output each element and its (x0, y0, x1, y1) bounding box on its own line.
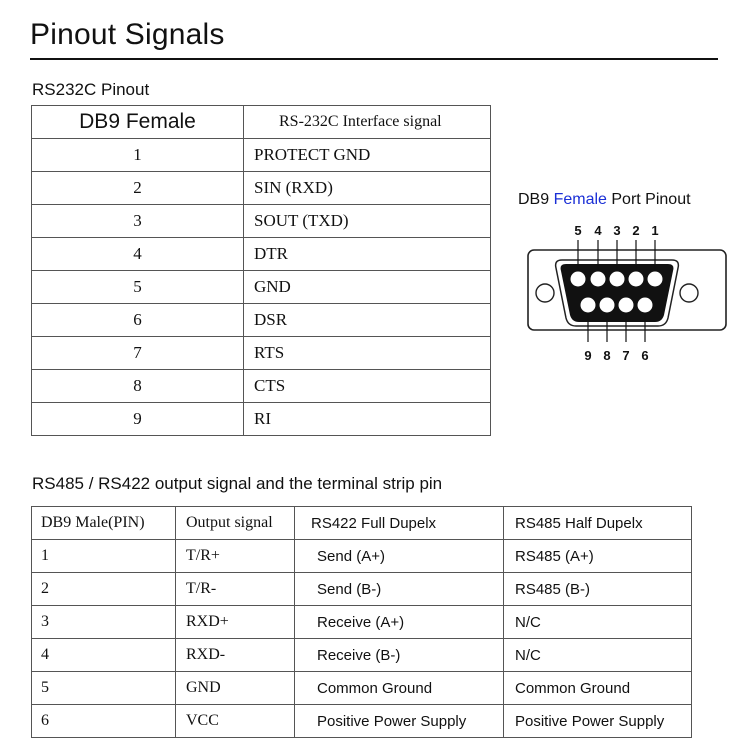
table-row (32, 705, 692, 738)
rs485-cell: RS485 (B-) (504, 573, 692, 606)
pin-number-cell: 5 (32, 271, 244, 304)
signal-cell: PROTECT GND (244, 139, 491, 172)
pin-socket (571, 272, 586, 287)
pin-number-label: 6 (641, 348, 649, 363)
pin-socket (629, 272, 644, 287)
pin-socket (610, 272, 625, 287)
table-header-row (32, 106, 491, 139)
signal-cell: RTS (244, 337, 491, 370)
pin-cell: 5 (32, 672, 176, 705)
rs232-pinout-table (31, 105, 491, 436)
rs485-cell: RS485 (A+) (504, 540, 692, 573)
rs422-cell: Common Ground (295, 672, 504, 705)
title-divider (30, 58, 718, 60)
table-row (32, 304, 491, 337)
output-signal-cell: RXD+ (176, 606, 295, 639)
rs485-heading: RS485 / RS422 output signal and the terminal strip pin (32, 474, 443, 493)
signal-cell: CTS (244, 370, 491, 403)
pin-socket (600, 298, 615, 313)
rs422-cell: Send (A+) (295, 540, 504, 573)
table-row (32, 139, 491, 172)
rs485-cell: Positive Power Supply (504, 705, 692, 738)
output-signal-cell: GND (176, 672, 295, 705)
column-header-db9-female: DB9 Female (32, 106, 244, 139)
table-row (32, 540, 692, 573)
connector-title-prefix: DB9 (518, 191, 554, 208)
rs485-cell: N/C (504, 606, 692, 639)
table-row (32, 337, 491, 370)
mounting-hole-left (536, 284, 554, 302)
rs485-cell: Common Ground (504, 672, 692, 705)
signal-cell: SOUT (TXD) (244, 205, 491, 238)
pin-number-cell: 9 (32, 403, 244, 436)
table-row (32, 172, 491, 205)
rs422-cell: Positive Power Supply (295, 705, 504, 738)
rs422-cell: Send (B-) (295, 573, 504, 606)
signal-cell: GND (244, 271, 491, 304)
rs232-heading: RS232C Pinout (32, 80, 150, 99)
pin-number-label: 2 (632, 223, 640, 238)
pin-cell: 6 (32, 705, 176, 738)
table-row (32, 238, 491, 271)
connector-title-accent: Female (553, 191, 607, 208)
db9-connector-diagram (520, 210, 735, 375)
pin-number-cell: 3 (32, 205, 244, 238)
rs422-cell: Receive (B-) (295, 639, 504, 672)
pin-number-label: 9 (584, 348, 592, 363)
signal-cell: DTR (244, 238, 491, 271)
pin-cell: 1 (32, 540, 176, 573)
page-title: Pinout Signals (30, 18, 225, 51)
table-row (32, 672, 692, 705)
table-row (32, 573, 692, 606)
table-row (32, 403, 491, 436)
column-header-output-signal: Output signal (176, 507, 295, 540)
pin-number-label: 5 (574, 223, 582, 238)
pin-socket (591, 272, 606, 287)
output-signal-cell: T/R- (176, 573, 295, 606)
pin-socket (619, 298, 634, 313)
column-header-interface-signal: RS-232C Interface signal (244, 106, 491, 139)
column-header-rs485: RS485 Half Dupelx (504, 507, 692, 540)
rs422-cell: Receive (A+) (295, 606, 504, 639)
pin-number-label: 4 (594, 223, 602, 238)
pin-number-cell: 8 (32, 370, 244, 403)
rs485-cell: N/C (504, 639, 692, 672)
table-row (32, 639, 692, 672)
pin-cell: 3 (32, 606, 176, 639)
column-header-db9-male-pin: DB9 Male(PIN) (32, 507, 176, 540)
pin-socket (581, 298, 596, 313)
rs485-rs422-table (31, 506, 692, 738)
output-signal-cell: VCC (176, 705, 295, 738)
pin-number-cell: 7 (32, 337, 244, 370)
pin-number-cell: 6 (32, 304, 244, 337)
pin-number-label: 3 (613, 223, 621, 238)
pin-number-cell: 2 (32, 172, 244, 205)
mounting-hole-right (680, 284, 698, 302)
table-row (32, 370, 491, 403)
connector-title-suffix: Port Pinout (606, 191, 691, 208)
pin-number-label: 8 (603, 348, 611, 363)
pin-cell: 4 (32, 639, 176, 672)
signal-cell: DSR (244, 304, 491, 337)
pin-number-label: 7 (622, 348, 630, 363)
pin-socket (648, 272, 663, 287)
pin-socket (638, 298, 653, 313)
pin-number-label: 1 (651, 223, 659, 238)
output-signal-cell: T/R+ (176, 540, 295, 573)
signal-cell: RI (244, 403, 491, 436)
connector-title (518, 191, 691, 209)
pin-number-cell: 1 (32, 139, 244, 172)
table-row (32, 271, 491, 304)
signal-cell: SIN (RXD) (244, 172, 491, 205)
pin-cell: 2 (32, 573, 176, 606)
table-header-row (32, 507, 692, 540)
pin-number-cell: 4 (32, 238, 244, 271)
table-row (32, 205, 491, 238)
column-header-rs422: RS422 Full Dupelx (295, 507, 504, 540)
table-row (32, 606, 692, 639)
output-signal-cell: RXD- (176, 639, 295, 672)
